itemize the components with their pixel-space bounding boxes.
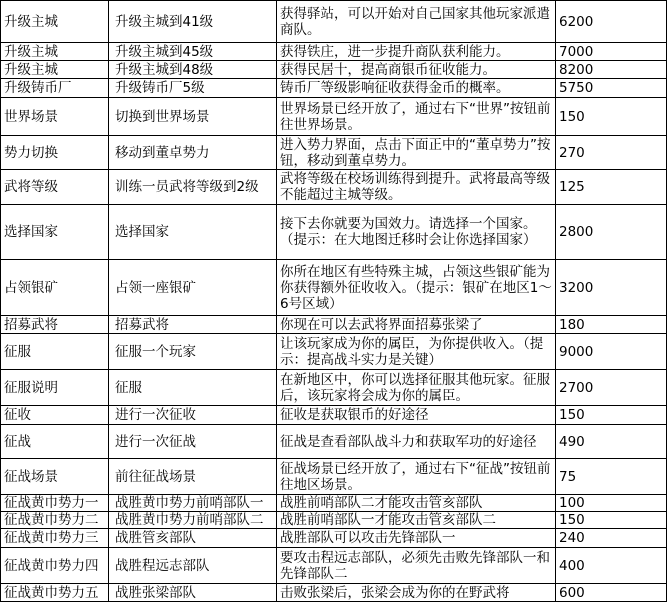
task-reward-cell: 8200 [556,61,667,79]
task-description-cell: 战胜部队可以攻击先锋部队一 [277,529,556,548]
task-description-cell: 世界场景已经开放了，通过右下“世界”按钮前往世界场景。 [277,98,556,136]
task-reward-cell: 240 [556,529,667,548]
task-description-cell: 获得驿站，可以开始对自己国家其他玩家派遣商队。 [277,1,556,43]
task-requirement-cell: 升级主城到41级 [109,1,277,43]
task-requirement-cell: 进行一次征收 [109,406,277,425]
task-name-cell: 征战黄巾势力二 [1,512,109,529]
task-reward-cell: 150 [556,406,667,425]
task-requirement-cell: 移动到董卓势力 [109,136,277,170]
task-description-cell: 进入势力界面，点击下面正中的“董卓势力”按钮，移动到董卓势力。 [277,136,556,170]
task-name-cell: 征战 [1,425,109,459]
table-row [1,170,667,205]
task-name-cell: 招募武将 [1,316,109,334]
task-name-cell: 征战黄巾势力一 [1,495,109,512]
task-requirement-cell: 前往征战场景 [109,459,277,495]
table-row [1,136,667,170]
task-requirement-cell: 选择国家 [109,205,277,260]
task-description-cell: 获得铁庄，进一步提升商队获利能力。 [277,43,556,61]
table-row [1,43,667,61]
task-reward-cell: 9000 [556,334,667,370]
task-name-cell: 征服 [1,334,109,370]
table-row [1,495,667,512]
task-name-cell: 占领银矿 [1,260,109,316]
task-reward-cell: 2800 [556,205,667,260]
table-row [1,316,667,334]
task-requirement-cell: 战胜管亥部队 [109,529,277,548]
task-requirement-cell: 升级主城到48级 [109,61,277,79]
task-reward-cell: 490 [556,425,667,459]
task-table-body [1,1,667,602]
task-reward-cell: 3200 [556,260,667,316]
task-name-cell: 升级主城 [1,1,109,43]
task-description-cell: 武将等级在校场训练得到提升。武将最高等级不能超过主城等级。 [277,170,556,205]
task-reward-cell: 180 [556,316,667,334]
task-description-cell: 战胜前哨部队二才能攻击管亥部队 [277,495,556,512]
table-row [1,334,667,370]
task-reward-cell: 7000 [556,43,667,61]
table-row [1,406,667,425]
task-requirement-cell: 招募武将 [109,316,277,334]
task-name-cell: 征服说明 [1,370,109,406]
task-name-cell: 选择国家 [1,205,109,260]
table-row [1,459,667,495]
task-description-cell: 你现在可以去武将界面招募张梁了 [277,316,556,334]
task-description-cell: 接下去你就要为国效力。请选择一个国家。（提示：在大地图迁移时会让你选择国家） [277,205,556,260]
task-name-cell: 武将等级 [1,170,109,205]
task-description-cell: 击败张梁后，张梁会成为你的在野武将 [277,584,556,602]
task-requirement-cell: 战胜张梁部队 [109,584,277,602]
task-reward-cell: 600 [556,584,667,602]
task-description-cell: 要攻击程远志部队，必须先击败先锋部队一和先锋部队二 [277,548,556,584]
table-row [1,512,667,529]
task-requirement-cell: 战胜黄巾势力前哨部队二 [109,512,277,529]
task-requirement-cell: 切换到世界场景 [109,98,277,136]
table-row [1,61,667,79]
task-requirement-cell: 战胜黄巾势力前哨部队一 [109,495,277,512]
task-name-cell: 征战黄巾势力五 [1,584,109,602]
task-requirement-cell: 训练一员武将等级到2级 [109,170,277,205]
task-reward-cell: 75 [556,459,667,495]
task-reward-cell: 6200 [556,1,667,43]
task-requirement-cell: 征服一个玩家 [109,334,277,370]
task-requirement-cell: 战胜程远志部队 [109,548,277,584]
task-description-cell: 铸币厂等级影响征收获得金币的概率。 [277,79,556,98]
task-name-cell: 升级主城 [1,43,109,61]
task-reward-cell: 150 [556,512,667,529]
task-reward-cell: 2700 [556,370,667,406]
task-name-cell: 征收 [1,406,109,425]
task-reward-cell: 400 [556,548,667,584]
task-requirement-cell: 征服 [109,370,277,406]
table-row [1,260,667,316]
task-description-cell: 征收是获取银币的好途径 [277,406,556,425]
task-description-cell: 让该玩家成为你的属臣，为你提供收入。（提示：提高战斗实力是关键） [277,334,556,370]
table-row [1,370,667,406]
task-description-cell: 战胜前哨部队一才能攻击管亥部队二 [277,512,556,529]
task-requirement-cell: 升级铸币厂5级 [109,79,277,98]
task-description-cell: 征战是查看部队战斗力和获取军功的好途径 [277,425,556,459]
task-description-cell: 获得民居十，提高商银币征收能力。 [277,61,556,79]
table-row [1,79,667,98]
task-name-cell: 征战黄巾势力四 [1,548,109,584]
task-name-cell: 升级主城 [1,61,109,79]
table-row [1,584,667,602]
task-name-cell: 势力切换 [1,136,109,170]
task-reward-cell: 100 [556,495,667,512]
task-reward-cell: 125 [556,170,667,205]
table-row [1,425,667,459]
task-requirement-cell: 升级主城到45级 [109,43,277,61]
table-row [1,205,667,260]
task-name-cell: 征战场景 [1,459,109,495]
task-description-cell: 在新地区中，你可以选择征服其他玩家。征服后，该玩家将会成为你的属臣。 [277,370,556,406]
task-description-cell: 征战场景已经开放了，通过右下“征战”按钮前往地区场景。 [277,459,556,495]
task-reward-cell: 270 [556,136,667,170]
task-description-cell: 你所在地区有些特殊主城，占领这些银矿能为你获得额外征收收入。（提示：银矿在地区1～6号区域） [277,260,556,316]
task-reward-cell: 150 [556,98,667,136]
task-requirement-cell: 进行一次征战 [109,425,277,459]
table-row [1,529,667,548]
task-name-cell: 征战黄巾势力三 [1,529,109,548]
task-requirement-cell: 占领一座银矿 [109,260,277,316]
table-row [1,1,667,43]
task-reward-cell: 5750 [556,79,667,98]
task-name-cell: 世界场景 [1,98,109,136]
table-row [1,98,667,136]
table-row [1,548,667,584]
task-name-cell: 升级铸币厂 [1,79,109,98]
